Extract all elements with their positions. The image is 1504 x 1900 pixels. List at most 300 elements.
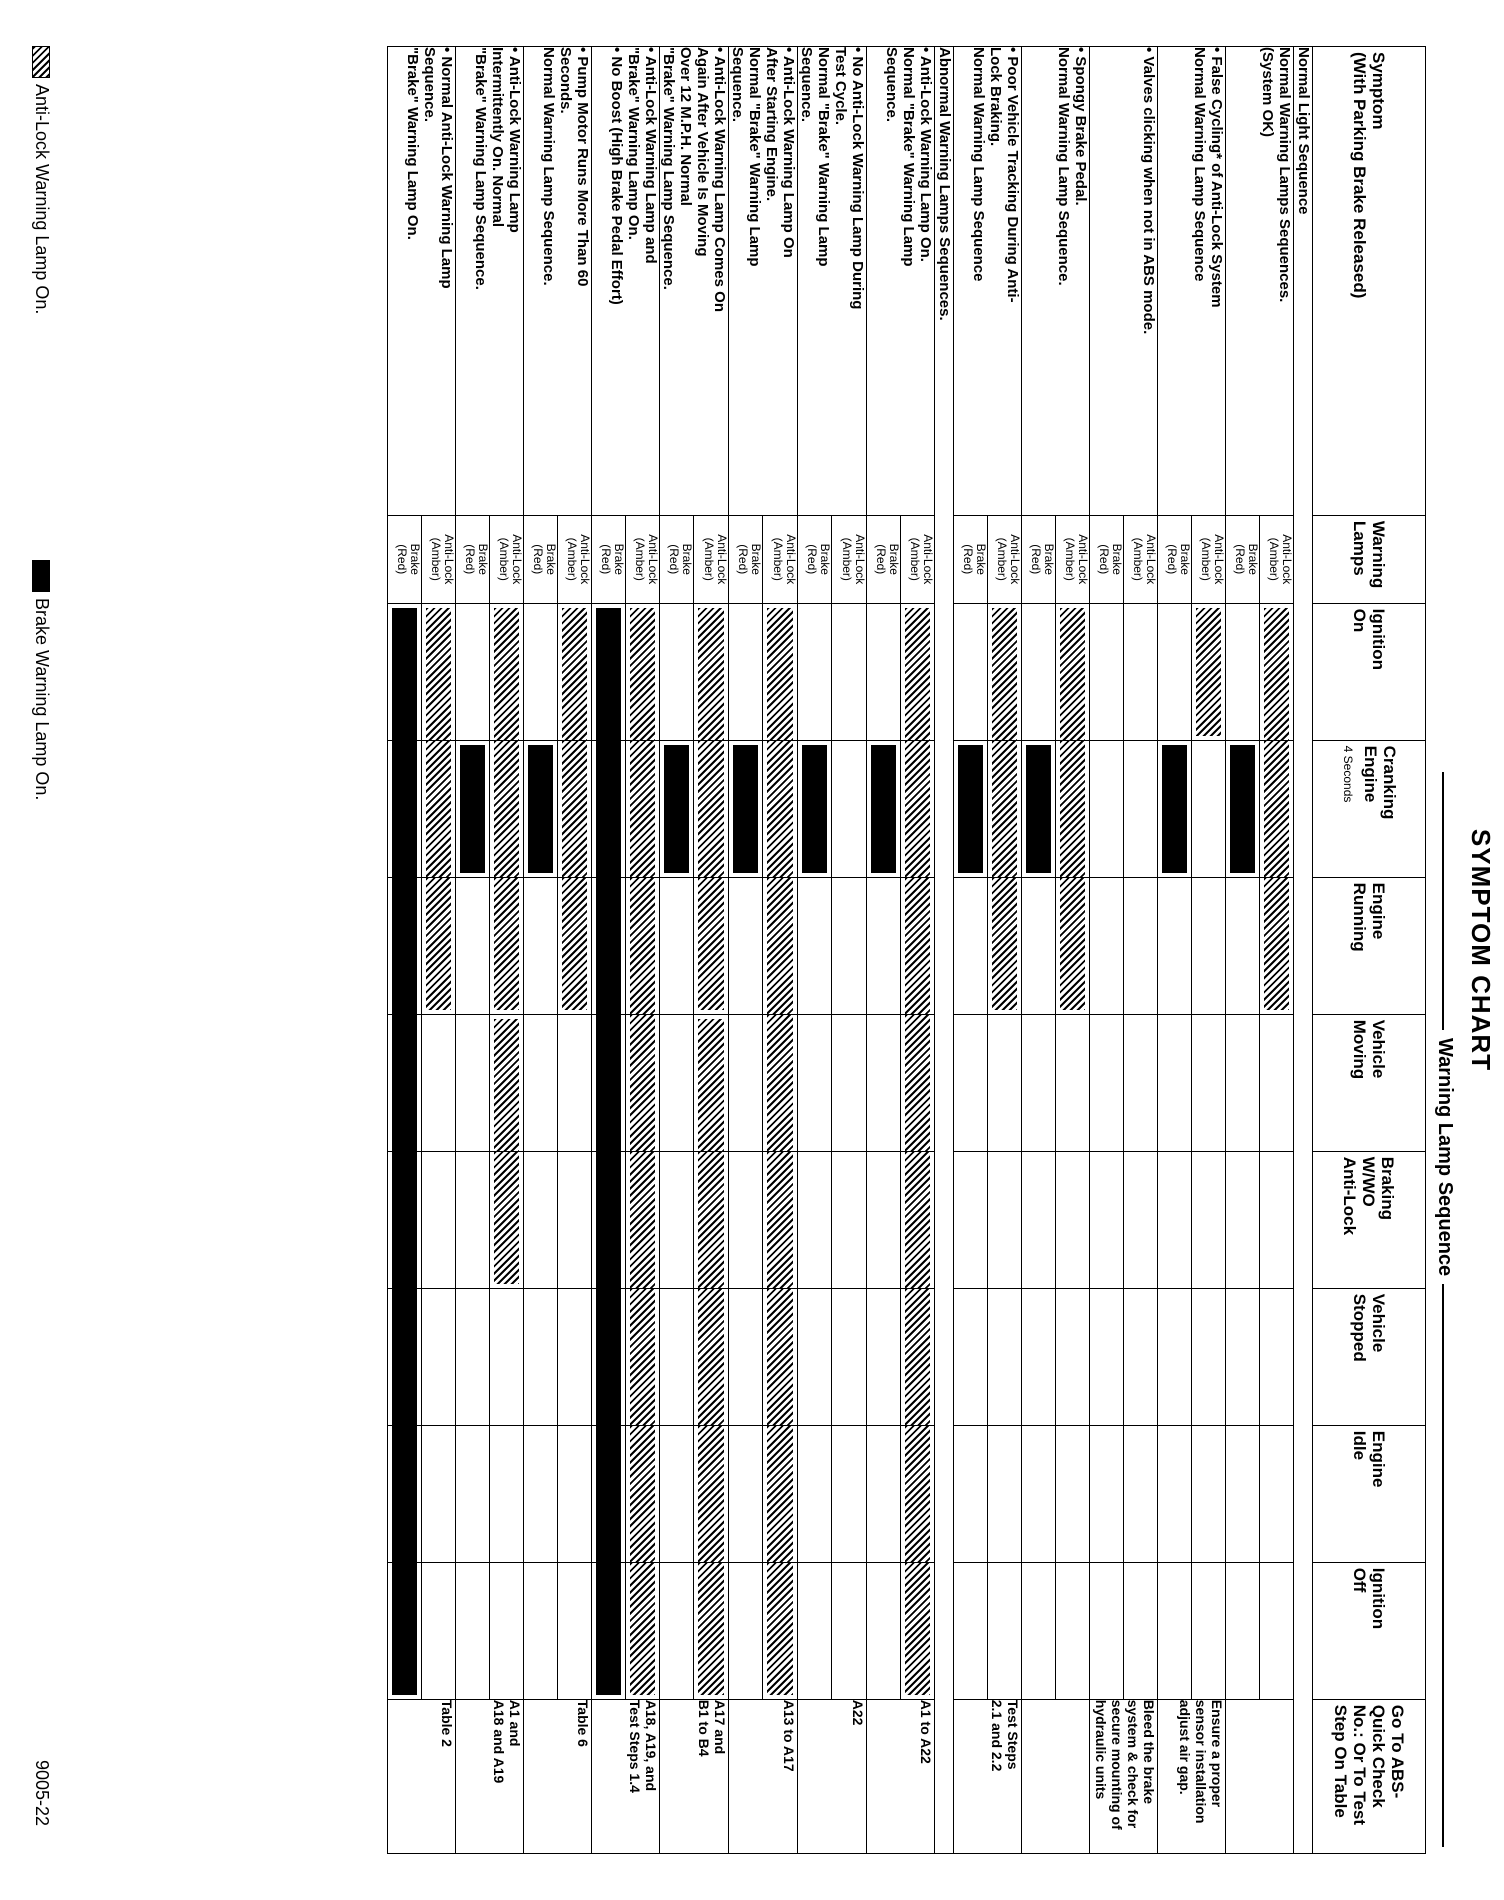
brake-lamp-bar: [664, 745, 690, 873]
phase-cell: [901, 1562, 935, 1699]
legend-amber: Anti-Lock Warning Lamp On.: [31, 46, 52, 314]
lamp-label-amber: Anti-Lock (Amber): [1260, 515, 1294, 603]
phase-cell: [1124, 1288, 1158, 1425]
phase-cell: [1158, 603, 1192, 740]
phase-cell: [626, 1562, 660, 1699]
phase-cell: [988, 740, 1022, 877]
phase-cell: [729, 877, 764, 1014]
lamp-label-red: Brake (Red): [729, 515, 764, 603]
phase-cell: [626, 603, 660, 740]
phase-cell: [1124, 1151, 1158, 1288]
antilock-lamp-bar: [992, 608, 1017, 740]
phase-cell: [867, 1562, 901, 1699]
phase-cell: [1124, 740, 1158, 877]
phase-cell: [1022, 603, 1056, 740]
goto-cell: A17 and B1 to B4: [660, 1699, 729, 1853]
phase-cell: [1260, 1014, 1294, 1151]
phase-cell: [988, 603, 1022, 740]
header-row: [1313, 47, 1426, 1854]
phase-cell: [1192, 877, 1226, 1014]
antilock-lamp-bar: [768, 1289, 794, 1425]
phase-cell: [1192, 1562, 1226, 1699]
phase-cell: [558, 603, 592, 740]
brake-lamp-bar: [392, 1152, 417, 1288]
symptom-cell: Normal Warning Lamps Sequences. (System OK): [1226, 47, 1294, 516]
sequence-subtitle: Warning Lamp Sequence: [1433, 1030, 1456, 1284]
brake-lamp-bar: [1162, 745, 1187, 873]
brake-lamp-bar: [596, 608, 621, 740]
phase-cell: [832, 1151, 867, 1288]
brake-lamp-bar: [392, 1563, 417, 1695]
phase-cell: [901, 1425, 935, 1562]
phase-cell: [456, 740, 490, 877]
symptom-cell: • Poor Vehicle Tracking During Anti- Lock Braking. Normal Warning Lamp Sequence: [954, 47, 1022, 516]
header-lamps: Warning Lamps: [1313, 515, 1426, 603]
phase-cell: [763, 877, 798, 1014]
phase-cell: [988, 1014, 1022, 1151]
phase-cell: [954, 603, 988, 740]
antilock-lamp-bar: [1196, 608, 1221, 736]
phase-cell: [558, 877, 592, 1014]
phase-cell: [456, 1151, 490, 1288]
header-ignition-on: Ignition On: [1313, 603, 1426, 740]
table-row: [694, 47, 729, 1854]
phase-cell: [1056, 1014, 1090, 1151]
phase-cell: [1090, 603, 1124, 740]
symptom-cell: • Anti-Lock Warning Lamp Comes On Again After Vehicle Is Moving Over 12 M.P.H. Normal "Brake" Warning Lamp Sequence.: [660, 47, 729, 516]
phase-cell: [1124, 1562, 1158, 1699]
lamp-label-amber: Anti-Lock (Amber): [1124, 515, 1158, 603]
phase-cell: [1090, 1562, 1124, 1699]
phase-cell: [867, 603, 901, 740]
phase-cell: [832, 1425, 867, 1562]
symptom-cell: • Anti-Lock Warning Lamp Intermittently On. Normal "Brake" Warning Lamp Sequence.: [456, 47, 524, 516]
phase-cell: [592, 740, 626, 877]
phase-cell: [422, 1562, 456, 1699]
phase-cell: [729, 1562, 764, 1699]
antilock-lamp-bar: [630, 878, 655, 1014]
phase-cell: [1158, 877, 1192, 1014]
phase-cell: [592, 1425, 626, 1562]
symptom-cell: • Valves clicking when not in ABS mode.: [1090, 47, 1158, 516]
phase-cell: [694, 1151, 729, 1288]
antilock-lamp-bar: [905, 1152, 930, 1288]
phase-cell: [954, 1425, 988, 1562]
phase-cell: [798, 1562, 833, 1699]
brake-lamp-bar: [733, 745, 759, 873]
brake-lamp-bar: [392, 1426, 417, 1562]
lamp-label-amber: Anti-Lock (Amber): [1192, 515, 1226, 603]
phase-cell: [729, 1014, 764, 1151]
symptom-cell: • Anti-Lock Warning Lamp On. Normal "Brake" Warning Lamp Sequence.: [867, 47, 935, 516]
phase-cell: [524, 1562, 558, 1699]
phase-cell: [490, 1288, 524, 1425]
section-row-abnormal: [935, 47, 954, 1854]
brake-lamp-bar: [596, 878, 621, 1014]
phase-cell: [1022, 1425, 1056, 1562]
phase-cell: [1056, 740, 1090, 877]
lamp-label-red: Brake (Red): [1022, 515, 1056, 603]
phase-cell: [1124, 1014, 1158, 1151]
phase-cell: [867, 877, 901, 1014]
goto-cell: A18, A19, and Test Steps 1.4: [592, 1699, 660, 1853]
antilock-lamp-bar: [1060, 608, 1085, 740]
phase-cell: [388, 1562, 422, 1699]
phase-cell: [558, 1562, 592, 1699]
phase-cell: [1022, 877, 1056, 1014]
phase-cell: [558, 1151, 592, 1288]
phase-cell: [524, 603, 558, 740]
lamp-label-amber: Anti-Lock (Amber): [1056, 515, 1090, 603]
phase-cell: [1090, 1425, 1124, 1562]
antilock-lamp-bar: [630, 1152, 655, 1288]
phase-cell: [798, 877, 833, 1014]
phase-cell: [660, 1014, 695, 1151]
phase-cell: [388, 877, 422, 1014]
phase-cell: [558, 1425, 592, 1562]
antilock-lamp-bar: [992, 878, 1017, 1010]
phase-cell: [490, 740, 524, 877]
timing-note: 4 Seconds: [1341, 745, 1356, 803]
phase-cell: [626, 877, 660, 1014]
phase-cell: [388, 1151, 422, 1288]
phase-cell: [988, 1562, 1022, 1699]
phase-cell: [954, 1151, 988, 1288]
phase-cell: [798, 1425, 833, 1562]
table-row: [1260, 47, 1294, 1854]
phase-cell: [524, 1425, 558, 1562]
lamp-label-amber: Anti-Lock (Amber): [901, 515, 935, 603]
phase-cell: [626, 740, 660, 877]
phase-cell: [1260, 1151, 1294, 1288]
antilock-lamp-bar: [699, 741, 725, 877]
phase-cell: [626, 1151, 660, 1288]
phase-cell: [1226, 1425, 1260, 1562]
symptom-cell: • Spongy Brake Pedal. Normal Warning Lamp Sequence.: [1022, 47, 1090, 516]
goto-cell: [1226, 1699, 1294, 1853]
goto-cell: A13 to A17: [729, 1699, 798, 1853]
lamp-label-red: Brake (Red): [660, 515, 695, 603]
phase-cell: [422, 1288, 456, 1425]
phase-cell: [694, 740, 729, 877]
header-braking: Braking W/WO Anti-Lock: [1313, 1151, 1426, 1288]
phase-cell: [867, 1014, 901, 1151]
table-row: [558, 47, 592, 1854]
brake-lamp-bar: [596, 1426, 621, 1562]
phase-cell: [763, 1562, 798, 1699]
phase-cell: [901, 1288, 935, 1425]
antilock-lamp-bar: [494, 1152, 519, 1284]
doc-number: 9005-22: [32, 1760, 52, 1827]
phase-cell: [388, 603, 422, 740]
goto-cell: Ensure a proper sensor installation adjust air gap.: [1158, 1699, 1226, 1853]
phase-cell: [763, 1151, 798, 1288]
goto-cell: Table 2: [388, 1699, 456, 1853]
antilock-lamp-bar: [630, 1289, 655, 1425]
phase-cell: [1158, 1562, 1192, 1699]
brake-lamp-bar: [596, 1015, 621, 1151]
phase-cell: [524, 1288, 558, 1425]
phase-cell: [1090, 1151, 1124, 1288]
antilock-lamp-bar: [699, 1563, 725, 1695]
phase-cell: [422, 1425, 456, 1562]
phase-cell: [422, 1151, 456, 1288]
antilock-lamp-bar: [768, 1563, 794, 1695]
brake-lamp-bar: [958, 745, 983, 873]
header-ignition-off: Ignition Off: [1313, 1562, 1426, 1699]
table-row: [1056, 47, 1090, 1854]
phase-cell: [660, 1288, 695, 1425]
phase-cell: [1158, 1288, 1192, 1425]
brake-lamp-bar: [392, 1015, 417, 1151]
phase-cell: [867, 1151, 901, 1288]
phase-cell: [558, 1288, 592, 1425]
phase-cell: [832, 1288, 867, 1425]
phase-cell: [592, 1288, 626, 1425]
phase-cell: [1260, 1425, 1294, 1562]
antilock-lamp-bar: [426, 741, 451, 877]
antilock-lamp-bar: [992, 741, 1017, 877]
symptom-cell: • No Anti-Lock Warning Lamp During Test Cycle. Normal "Brake" Warning Lamp Sequence.: [798, 47, 867, 516]
antilock-lamp-bar: [494, 878, 519, 1010]
brake-lamp-bar: [528, 745, 553, 873]
phase-cell: [832, 1014, 867, 1151]
antilock-lamp-bar: [426, 608, 451, 740]
goto-cell: [1022, 1699, 1090, 1853]
phase-cell: [867, 1288, 901, 1425]
phase-cell: [1124, 877, 1158, 1014]
phase-cell: [988, 877, 1022, 1014]
phase-cell: [694, 1014, 729, 1151]
phase-cell: [388, 740, 422, 877]
phase-cell: [954, 1288, 988, 1425]
phase-cell: [1226, 1151, 1260, 1288]
phase-cell: [954, 1014, 988, 1151]
phase-cell: [1056, 1425, 1090, 1562]
phase-cell: [660, 1425, 695, 1562]
phase-cell: [798, 1014, 833, 1151]
phase-cell: [1056, 1151, 1090, 1288]
brake-lamp-bar: [1026, 745, 1051, 873]
antilock-lamp-bar: [768, 608, 794, 740]
amber-swatch-icon: [32, 46, 50, 78]
antilock-lamp-bar: [905, 1563, 930, 1695]
phase-cell: [694, 1562, 729, 1699]
red-swatch-icon: [32, 560, 50, 592]
phase-cell: [694, 877, 729, 1014]
brake-lamp-bar: [596, 1289, 621, 1425]
phase-cell: [1124, 1425, 1158, 1562]
phase-cell: [694, 1288, 729, 1425]
lamp-label-amber: Anti-Lock (Amber): [558, 515, 592, 603]
phase-cell: [660, 1151, 695, 1288]
brake-lamp-bar: [802, 745, 828, 873]
phase-cell: [388, 1288, 422, 1425]
antilock-lamp-bar: [699, 878, 725, 1010]
phase-cell: [763, 1014, 798, 1151]
phase-cell: [1226, 1288, 1260, 1425]
phase-cell: [798, 603, 833, 740]
table-body: [388, 47, 1313, 1854]
phase-cell: [901, 603, 935, 740]
phase-cell: [456, 1014, 490, 1151]
phase-cell: [1260, 1562, 1294, 1699]
phase-cell: [988, 1425, 1022, 1562]
antilock-lamp-bar: [630, 1015, 655, 1151]
table-row: [422, 47, 456, 1854]
phase-cell: [456, 1425, 490, 1562]
phase-cell: [592, 1562, 626, 1699]
antilock-lamp-bar: [426, 878, 451, 1010]
phase-cell: [456, 603, 490, 740]
antilock-lamp-bar: [1264, 741, 1289, 877]
phase-cell: [490, 877, 524, 1014]
brake-lamp-bar: [392, 608, 417, 740]
symptom-cell: • False Cycling* of Anti-Lock System Normal Warning Lamp Sequence: [1158, 47, 1226, 516]
phase-cell: [388, 1425, 422, 1562]
lamp-label-red: Brake (Red): [456, 515, 490, 603]
header-idle: Engine Idle: [1313, 1425, 1426, 1562]
phase-cell: [1158, 1425, 1192, 1562]
table-row: [763, 47, 798, 1854]
phase-cell: [660, 877, 695, 1014]
phase-cell: [763, 740, 798, 877]
antilock-lamp-bar: [768, 741, 794, 877]
brake-lamp-bar: [392, 1289, 417, 1425]
phase-cell: [1090, 877, 1124, 1014]
antilock-lamp-bar: [630, 741, 655, 877]
phase-cell: [1022, 1562, 1056, 1699]
phase-cell: [660, 1562, 695, 1699]
symptom-cell: • Anti-Lock Warning Lamp and "Brake" Warning Lamp On. • No Boost (High Brake Pedal Effort): [592, 47, 660, 516]
phase-cell: [1124, 603, 1158, 740]
antilock-lamp-bar: [905, 741, 930, 877]
phase-cell: [558, 740, 592, 877]
phase-cell: [626, 1288, 660, 1425]
table-row: [901, 47, 935, 1854]
phase-cell: [422, 1014, 456, 1151]
brake-lamp-bar: [871, 745, 896, 873]
antilock-lamp-bar: [699, 608, 725, 740]
header-symptom: Symptom (With Parking Brake Released): [1313, 47, 1426, 516]
header-moving: Vehicle Moving: [1313, 1014, 1426, 1151]
antilock-lamp-bar: [699, 1289, 725, 1425]
phase-cell: [1022, 1014, 1056, 1151]
phase-cell: [954, 740, 988, 877]
antilock-lamp-bar: [905, 878, 930, 1014]
phase-cell: [1260, 877, 1294, 1014]
phase-cell: [626, 1425, 660, 1562]
goto-cell: Table 6: [524, 1699, 592, 1853]
brake-lamp-bar: [392, 878, 417, 1014]
phase-cell: [901, 1151, 935, 1288]
antilock-lamp-bar: [1060, 741, 1085, 877]
phase-cell: [1260, 740, 1294, 877]
antilock-lamp-bar: [768, 878, 794, 1014]
antilock-lamp-bar: [562, 608, 587, 740]
phase-cell: [832, 603, 867, 740]
phase-cell: [1226, 603, 1260, 740]
antilock-lamp-bar: [630, 1563, 655, 1695]
brake-lamp-bar: [596, 1563, 621, 1695]
goto-cell: A1 and A18 and A19: [456, 1699, 524, 1853]
phase-cell: [867, 1425, 901, 1562]
brake-lamp-bar: [460, 745, 485, 873]
lamp-label-red: Brake (Red): [1226, 515, 1260, 603]
phase-cell: [1192, 603, 1226, 740]
phase-cell: [388, 1014, 422, 1151]
lamp-label-red: Brake (Red): [954, 515, 988, 603]
phase-cell: [1192, 1425, 1226, 1562]
symptom-cell: • Anti-Lock Warning Lamp On After Starting Engine. Normal "Brake" Warning Lamp Sequence.: [729, 47, 798, 516]
phase-cell: [867, 740, 901, 877]
lamp-label-amber: Anti-Lock (Amber): [626, 515, 660, 603]
phase-cell: [524, 1151, 558, 1288]
phase-cell: [1056, 1288, 1090, 1425]
phase-cell: [660, 740, 695, 877]
antilock-lamp-bar: [768, 1015, 794, 1151]
header-cranking: Cranking Engine 4 Seconds: [1313, 740, 1426, 877]
goto-cell: Bleed the brake system & check for secure mounting of hydraulic units: [1090, 1699, 1158, 1853]
phase-cell: [729, 1425, 764, 1562]
section-row-normal: [1294, 47, 1313, 1854]
phase-cell: [1158, 740, 1192, 877]
lamp-label-red: Brake (Red): [1158, 515, 1192, 603]
phase-cell: [1260, 603, 1294, 740]
phase-cell: [422, 877, 456, 1014]
goto-cell: Test Steps 2.1 and 2.2: [954, 1699, 1022, 1853]
phase-cell: [954, 1562, 988, 1699]
phase-cell: [490, 1014, 524, 1151]
phase-cell: [524, 1014, 558, 1151]
antilock-lamp-bar: [699, 1019, 725, 1151]
antilock-lamp-bar: [494, 608, 519, 740]
antilock-lamp-bar: [1264, 608, 1289, 740]
phase-cell: [1056, 877, 1090, 1014]
phase-cell: [422, 740, 456, 877]
goto-cell: A22: [798, 1699, 867, 1853]
symptom-cell: • Pump Motor Runs More Than 60 Seconds. Normal Warning Lamp Sequence.: [524, 47, 592, 516]
phase-cell: [1158, 1014, 1192, 1151]
phase-cell: [660, 603, 695, 740]
symptom-cell: • Normal Anti-Lock Warning Lamp Sequence. "Brake" Warning Lamp On.: [388, 47, 456, 516]
antilock-lamp-bar: [699, 1152, 725, 1288]
phase-cell: [456, 1288, 490, 1425]
table-row: [988, 47, 1022, 1854]
section-label: Normal Light Sequence: [1294, 47, 1313, 1854]
lamp-label-red: Brake (Red): [867, 515, 901, 603]
phase-cell: [490, 1425, 524, 1562]
legend-red: Brake Warning Lamp On.: [31, 560, 52, 800]
table-row: [490, 47, 524, 1854]
sequence-arrow-line: [1442, 772, 1444, 1847]
antilock-lamp-bar: [905, 1015, 930, 1151]
phase-cell: [954, 877, 988, 1014]
phase-cell: [1226, 740, 1260, 877]
phase-cell: [729, 1288, 764, 1425]
antilock-lamp-bar: [562, 741, 587, 877]
phase-cell: [1022, 1151, 1056, 1288]
antilock-lamp-bar: [1264, 878, 1289, 1010]
antilock-lamp-bar: [630, 1426, 655, 1562]
phase-cell: [694, 603, 729, 740]
section-label: Abnormal Warning Lamps Sequences.: [935, 47, 954, 1854]
phase-cell: [798, 740, 833, 877]
lamp-label-amber: Anti-Lock (Amber): [490, 515, 524, 603]
lamp-label-amber: Anti-Lock (Amber): [422, 515, 456, 603]
phase-cell: [901, 877, 935, 1014]
phase-cell: [1192, 1288, 1226, 1425]
